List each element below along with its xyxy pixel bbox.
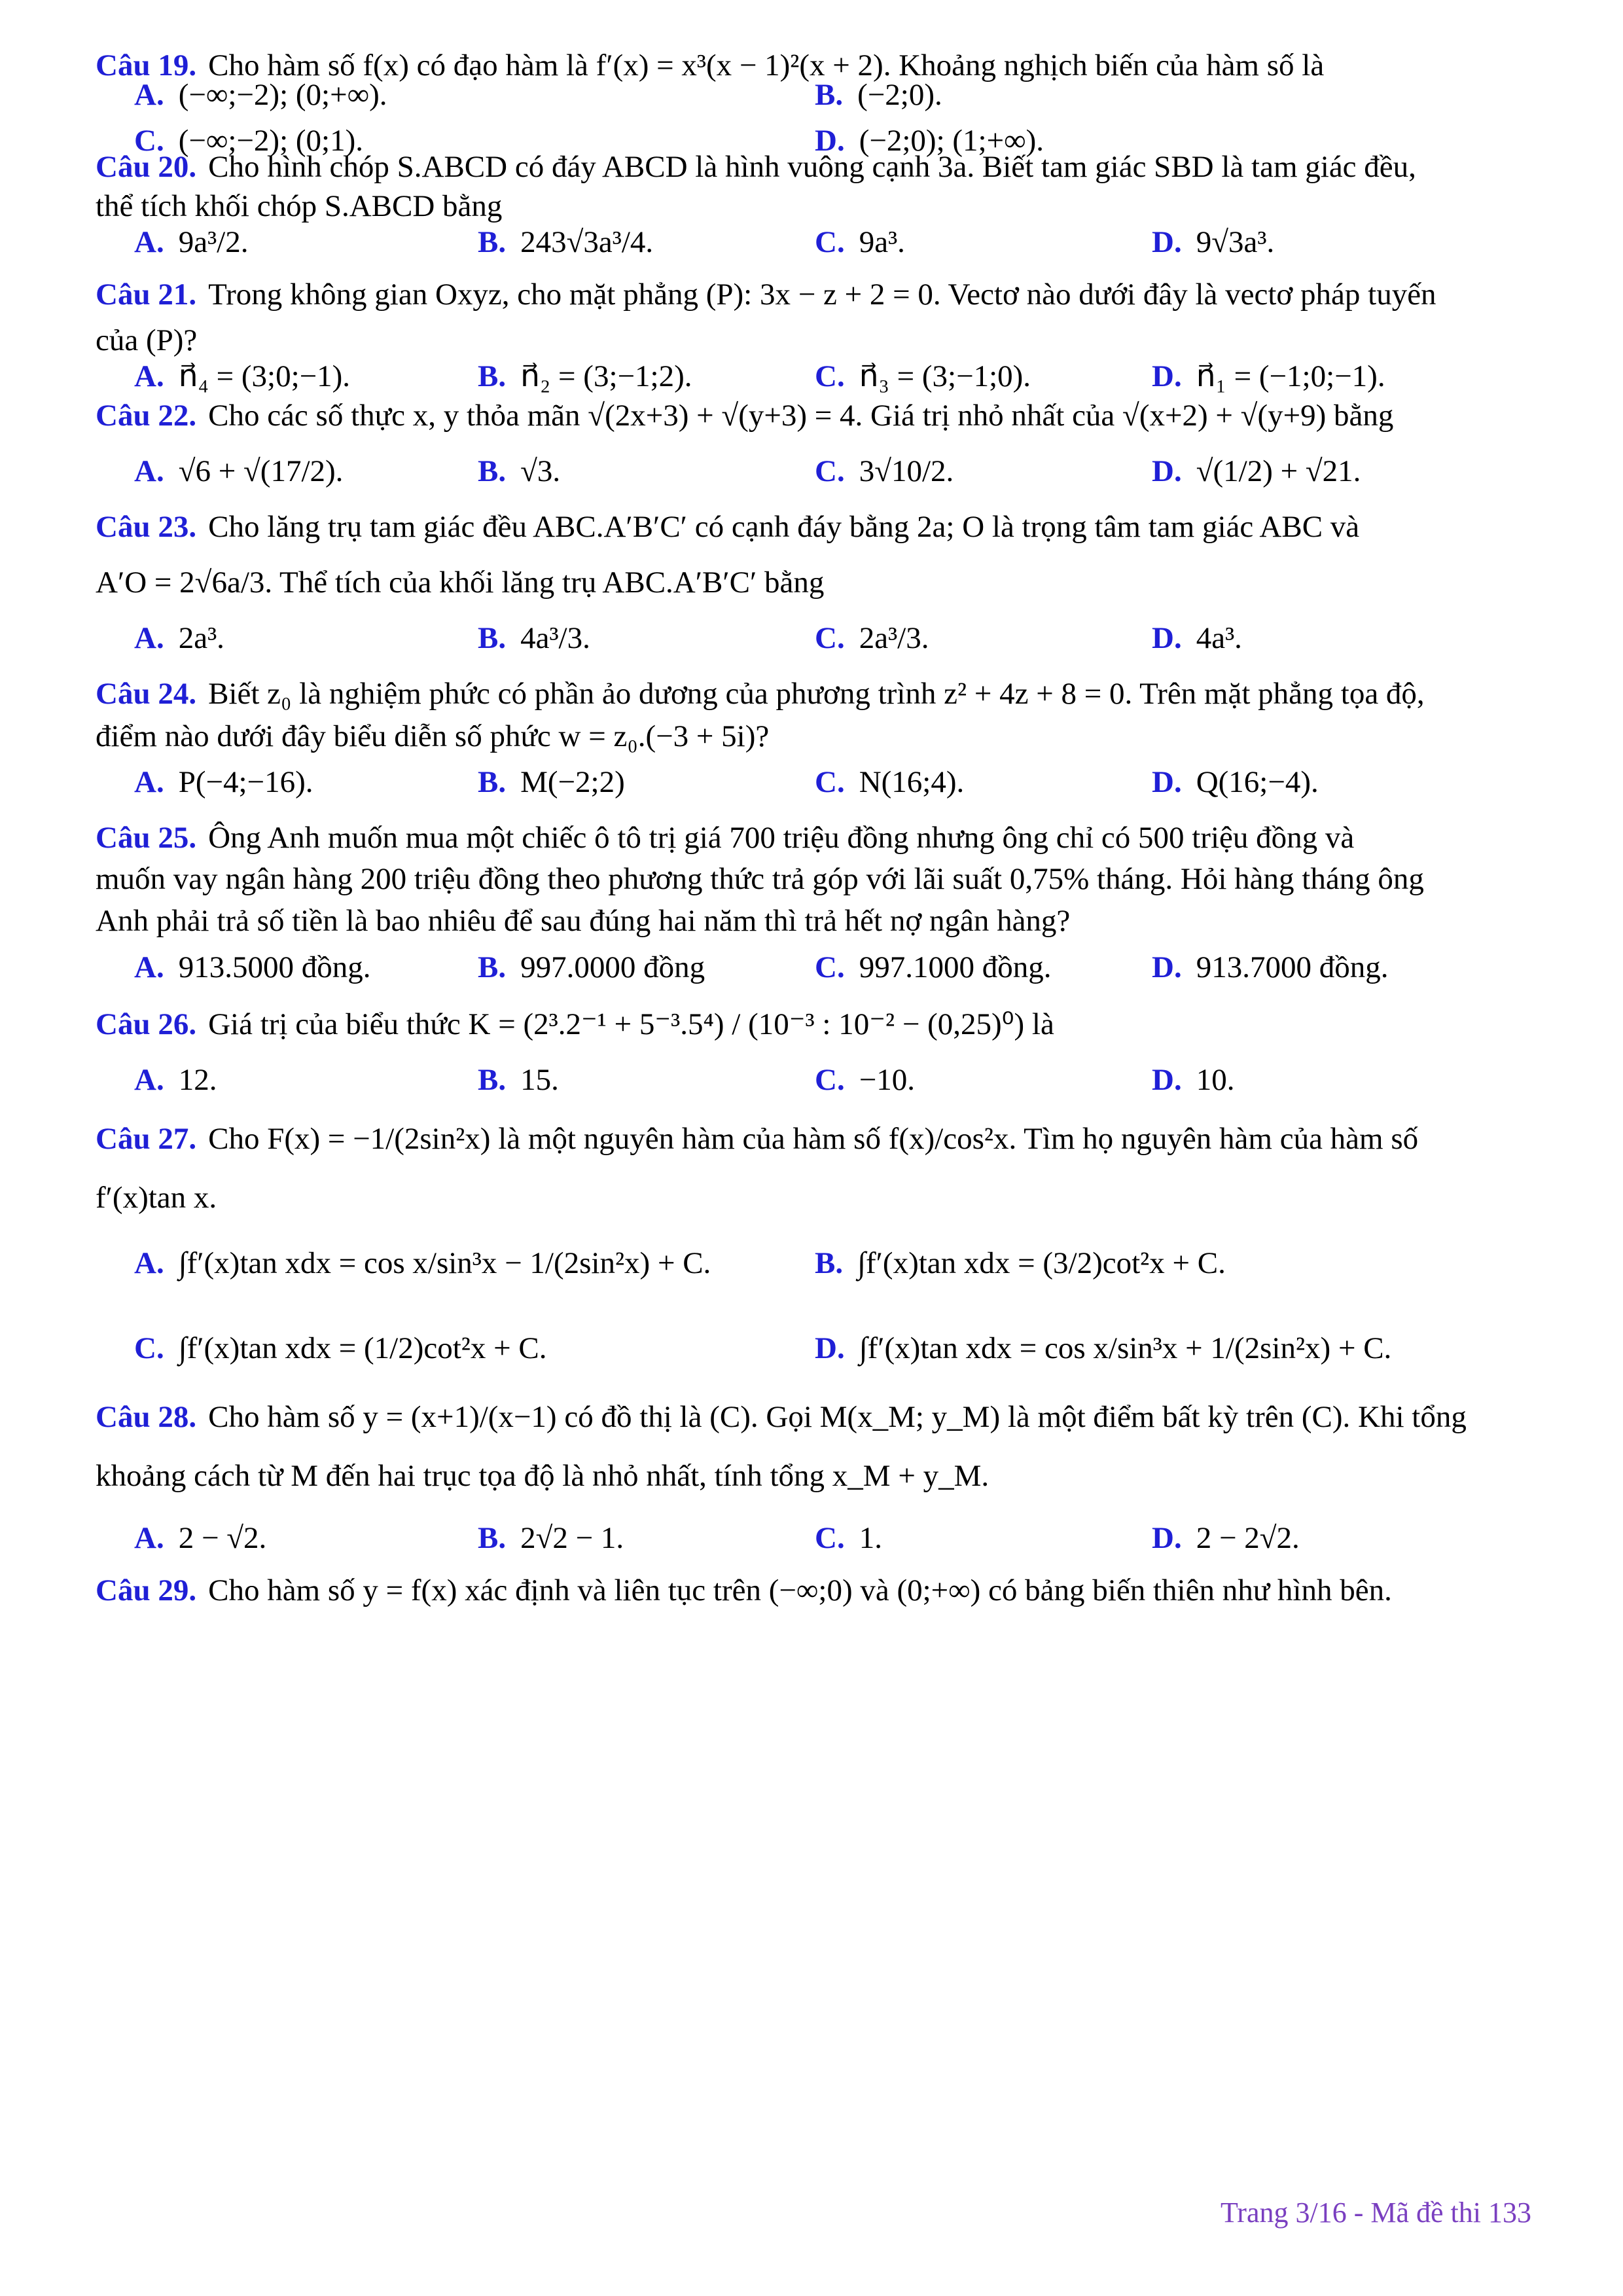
option-text: 2√2 − 1. — [520, 1521, 624, 1555]
question-20-option-c[interactable] — [815, 223, 905, 262]
question-text: Cho các số thực x, y thỏa mãn √(2x+3) + √(y+3) = 4. Giá trị nhỏ nhất của √(x+2) + √(y+9) bằng — [208, 399, 1394, 433]
option-letter: C. — [815, 454, 845, 488]
option-letter: D. — [1152, 454, 1182, 488]
option-letter: A. — [134, 454, 164, 488]
option-letter: B. — [478, 621, 507, 655]
question-20-line-2 — [96, 187, 1535, 226]
option-text: n⃗₂ = (3;−1;2). — [520, 359, 692, 393]
question-26-option-b[interactable] — [478, 1060, 559, 1100]
question-label: Câu 23. — [96, 510, 197, 544]
option-text: 913.5000 đồng. — [178, 950, 371, 984]
question-label: Câu 25. — [96, 821, 197, 855]
option-letter: A. — [134, 1521, 164, 1555]
question-20-option-b[interactable] — [478, 223, 653, 262]
question-25-line-2 — [96, 859, 1535, 899]
option-text: 9a³/2. — [178, 225, 249, 259]
option-text: 10. — [1196, 1063, 1235, 1097]
question-text: của (P)? — [96, 323, 198, 357]
option-text: P(−4;−16). — [178, 765, 313, 799]
option-letter: D. — [1152, 1521, 1182, 1555]
question-label: Câu 26. — [96, 1007, 197, 1041]
option-text: 913.7000 đồng. — [1196, 950, 1389, 984]
option-text: 4a³. — [1196, 621, 1242, 655]
question-22-option-d[interactable] — [1152, 452, 1361, 491]
option-letter: D. — [1152, 950, 1182, 984]
option-text: n⃗₄ = (3;0;−1). — [178, 359, 351, 393]
question-text: Cho hàm số y = (x+1)/(x−1) có đồ thị là (C). Gọi M(x_M; y_M) là một điểm bất kỳ trên (C). Khi tổng — [208, 1400, 1467, 1434]
question-25-option-b[interactable] — [478, 948, 705, 987]
page-footer: Trang 3/16 - Mã đề thi 133 — [1220, 2197, 1531, 2229]
question-label: Câu 24. — [96, 677, 197, 711]
question-text: Ông Anh muốn mua một chiếc ô tô trị giá 700 triệu đồng nhưng ông chỉ có 500 triệu đồng và — [208, 821, 1355, 855]
option-text: (−∞;−2); (0;1). — [178, 124, 364, 158]
question-text: Cho hình chóp S.ABCD có đáy ABCD là hình vuông cạnh 3a. Biết tam giác SBD là tam giác đều, — [208, 150, 1416, 184]
question-text: A′O = 2√6a/3. Thể tích của khối lăng trụ ABC.A′B′C′ bằng — [96, 565, 825, 600]
question-25-option-d[interactable] — [1152, 948, 1388, 987]
question-19-option-a[interactable] — [134, 75, 387, 115]
question-21-option-d[interactable] — [1152, 357, 1385, 396]
option-text: 15. — [520, 1063, 559, 1097]
option-letter: A. — [134, 359, 164, 393]
option-letter: B. — [478, 1521, 507, 1555]
option-text: 2 − √2. — [178, 1521, 267, 1555]
option-text: √3. — [520, 454, 561, 488]
question-label: Câu 22. — [96, 399, 197, 433]
option-letter: B. — [478, 225, 507, 259]
question-21-option-a[interactable] — [134, 357, 350, 396]
option-text: (−2;0). — [857, 78, 942, 112]
option-text: 2a³/3. — [859, 621, 929, 655]
question-21-option-b[interactable] — [478, 357, 692, 396]
question-20-option-a[interactable] — [134, 223, 248, 262]
question-text: điểm nào dưới đây biểu diễn số phức w = z₀.(−3 + 5i)? — [96, 719, 770, 753]
question-24-option-a[interactable] — [134, 762, 313, 802]
option-text: 2 − 2√2. — [1196, 1521, 1300, 1555]
question-25-line-3 — [96, 901, 1535, 941]
question-text: Trong không gian Oxyz, cho mặt phẳng (P): 3x − z + 2 = 0. Vectơ nào dưới đây là vectơ pháp tuyến — [208, 278, 1436, 312]
option-text: 9√3a³. — [1196, 225, 1275, 259]
option-letter: B. — [478, 1063, 507, 1097]
question-23-line-1 — [96, 507, 1535, 547]
option-letter: A. — [134, 950, 164, 984]
option-text: 12. — [178, 1063, 217, 1097]
option-letter: A. — [134, 1063, 164, 1097]
question-label: Câu 19. — [96, 48, 197, 82]
option-text: ∫f′(x)tan xdx = cos x/sin³x − 1/(2sin²x) + C. — [178, 1246, 711, 1280]
option-text: 3√10/2. — [859, 454, 954, 488]
option-letter: D. — [815, 1331, 845, 1365]
question-26-option-c[interactable] — [815, 1060, 915, 1100]
question-21-line-1 — [96, 275, 1535, 314]
option-text: 4a³/3. — [520, 621, 590, 655]
option-letter: C. — [815, 359, 845, 393]
option-text: ∫f′(x)tan xdx = (3/2)cot²x + C. — [857, 1246, 1226, 1280]
question-28-option-b[interactable] — [478, 1518, 624, 1558]
question-28-line-2 — [96, 1456, 1535, 1496]
option-text: √(1/2) + √21. — [1196, 454, 1361, 488]
option-text: 9a³. — [859, 225, 905, 259]
option-letter: D. — [1152, 1063, 1182, 1097]
question-23-option-a[interactable] — [134, 619, 224, 658]
question-27-line-2 — [96, 1178, 1535, 1217]
question-27-option-a[interactable] — [134, 1244, 711, 1283]
option-letter: D. — [815, 124, 845, 158]
option-text: n⃗₁ = (−1;0;−1). — [1196, 359, 1385, 393]
option-text: Q(16;−4). — [1196, 765, 1319, 799]
question-27-line-1 — [96, 1119, 1535, 1158]
question-text: Cho hàm số f(x) có đạo hàm là f′(x) = x³(x − 1)²(x + 2). Khoảng nghịch biến của hàm số là — [208, 48, 1325, 82]
option-letter: B. — [478, 359, 507, 393]
question-22-option-c[interactable] — [815, 452, 954, 491]
question-28-line-1 — [96, 1397, 1535, 1437]
question-text: thể tích khối chóp S.ABCD bằng — [96, 189, 503, 223]
option-letter: C. — [134, 124, 164, 158]
question-25-line-1 — [96, 818, 1535, 857]
question-29-line-1 — [96, 1571, 1535, 1610]
question-27-option-c[interactable] — [134, 1329, 546, 1368]
option-letter: C. — [815, 950, 845, 984]
option-text: ∫f′(x)tan xdx = (1/2)cot²x + C. — [178, 1331, 547, 1365]
option-text: N(16;4). — [859, 765, 965, 799]
option-text: 243√3a³/4. — [520, 225, 654, 259]
question-26-line-1 — [96, 1005, 1535, 1044]
question-22-line-1 — [96, 396, 1535, 435]
question-label: Câu 21. — [96, 278, 197, 312]
question-text: Cho F(x) = −1/(2sin²x) là một nguyên hàm của hàm số f(x)/cos²x. Tìm họ nguyên hàm của hàm số — [208, 1122, 1419, 1156]
option-letter: C. — [815, 225, 845, 259]
option-letter: B. — [478, 765, 507, 799]
question-27-option-d[interactable] — [815, 1329, 1391, 1368]
option-letter: C. — [134, 1331, 164, 1365]
question-text: Giá trị của biểu thức K = (2³.2⁻¹ + 5⁻³.5⁴) / (10⁻³ : 10⁻² − (0,25)⁰) là — [208, 1007, 1054, 1041]
question-20-line-1 — [96, 147, 1535, 187]
question-23-option-c[interactable] — [815, 619, 929, 658]
question-24-option-c[interactable] — [815, 762, 964, 802]
question-label: Câu 20. — [96, 150, 197, 184]
option-text: 997.1000 đồng. — [859, 950, 1052, 984]
option-letter: A. — [134, 765, 164, 799]
question-24-line-1 — [96, 674, 1535, 713]
question-28-option-a[interactable] — [134, 1518, 266, 1558]
question-text: Biết z₀ là nghiệm phức có phần ảo dương của phương trình z² + 4z + 8 = 0. Trên mặt phẳng tọa độ, — [208, 677, 1425, 711]
question-26-option-d[interactable] — [1152, 1060, 1234, 1100]
question-25-option-c[interactable] — [815, 948, 1051, 987]
option-letter: B. — [815, 1246, 844, 1280]
option-text: n⃗₃ = (3;−1;0). — [859, 359, 1031, 393]
option-text: 1. — [859, 1521, 882, 1555]
question-27-option-b[interactable] — [815, 1244, 1226, 1283]
option-text: 997.0000 đồng — [520, 950, 705, 984]
question-21-line-2 — [96, 321, 1535, 360]
option-letter: B. — [815, 78, 844, 112]
question-20-option-d[interactable] — [1152, 223, 1274, 262]
question-text: Cho hàm số y = f(x) xác định và liên tục trên (−∞;0) và (0;+∞) có bảng biến thiên như hình bên. — [208, 1573, 1392, 1607]
question-text: f′(x)tan x. — [96, 1181, 217, 1215]
option-letter: A. — [134, 1246, 164, 1280]
option-letter: B. — [478, 454, 507, 488]
option-letter: C. — [815, 1521, 845, 1555]
option-text: M(−2;2) — [520, 765, 625, 799]
option-text: −10. — [859, 1063, 915, 1097]
question-28-option-c[interactable] — [815, 1518, 882, 1558]
question-24-option-d[interactable] — [1152, 762, 1319, 802]
option-letter: C. — [815, 765, 845, 799]
option-letter: C. — [815, 621, 845, 655]
option-text: ∫f′(x)tan xdx = cos x/sin³x + 1/(2sin²x) + C. — [859, 1331, 1392, 1365]
question-26-option-a[interactable] — [134, 1060, 217, 1100]
question-22-option-b[interactable] — [478, 452, 560, 491]
question-text: Anh phải trả số tiền là bao nhiêu để sau đúng hai năm thì trả hết nợ ngân hàng? — [96, 904, 1071, 938]
question-28-option-d[interactable] — [1152, 1518, 1300, 1558]
question-23-option-d[interactable] — [1152, 619, 1242, 658]
option-letter: C. — [815, 1063, 845, 1097]
question-25-option-a[interactable] — [134, 948, 370, 987]
option-text: √6 + √(17/2). — [178, 454, 344, 488]
question-text: muốn vay ngân hàng 200 triệu đồng theo phương thức trả góp với lãi suất 0,75% tháng. Hỏi hàng tháng ông — [96, 862, 1424, 896]
option-letter: A. — [134, 225, 164, 259]
option-letter: D. — [1152, 225, 1182, 259]
option-text: (−∞;−2); (0;+∞). — [178, 78, 387, 112]
option-letter: D. — [1152, 765, 1182, 799]
question-23-line-2 — [96, 563, 1535, 602]
option-text: 2a³. — [178, 621, 224, 655]
question-23-option-b[interactable] — [478, 619, 590, 658]
option-letter: D. — [1152, 359, 1182, 393]
question-24-option-b[interactable] — [478, 762, 625, 802]
option-letter: D. — [1152, 621, 1182, 655]
question-19-option-b[interactable] — [815, 75, 942, 115]
option-letter: A. — [134, 78, 164, 112]
question-label: Câu 27. — [96, 1122, 197, 1156]
question-text: khoảng cách từ M đến hai trục tọa độ là nhỏ nhất, tính tổng x_M + y_M. — [96, 1459, 990, 1493]
question-21-option-c[interactable] — [815, 357, 1031, 396]
option-letter: A. — [134, 621, 164, 655]
question-24-line-2 — [96, 717, 1535, 756]
option-letter: B. — [478, 950, 507, 984]
question-label: Câu 28. — [96, 1400, 197, 1434]
question-text: Cho lăng trụ tam giác đều ABC.A′B′C′ có cạnh đáy bằng 2a; O là trọng tâm tam giác ABC và — [208, 510, 1360, 544]
question-22-option-a[interactable] — [134, 452, 343, 491]
option-text: (−2;0); (1;+∞). — [859, 124, 1044, 158]
question-label: Câu 29. — [96, 1573, 197, 1607]
